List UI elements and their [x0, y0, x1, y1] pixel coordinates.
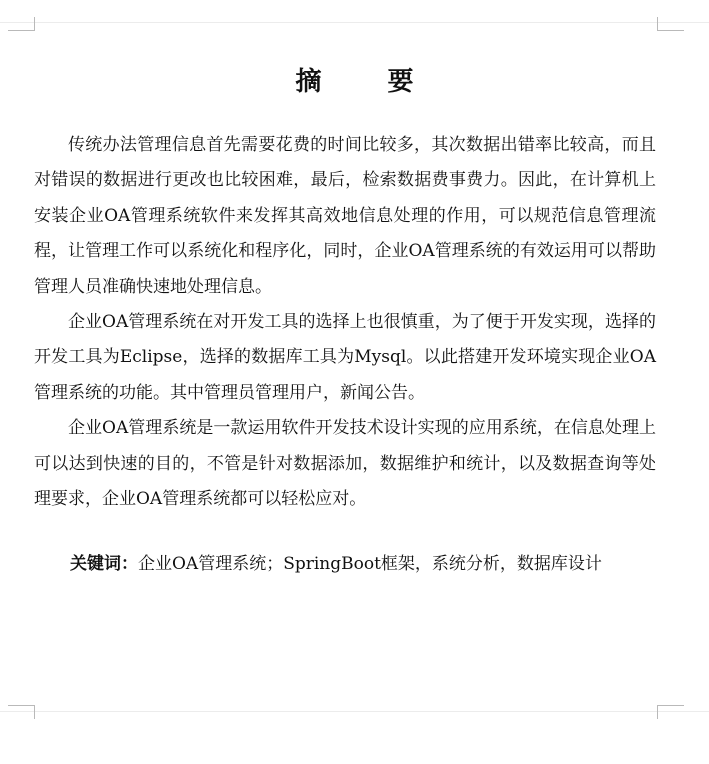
abstract-paragraph-1: 传统办法管理信息首先需要花费的时间比较多，其次数据出错率比较高，而且对错误的数据进行更改也比较困难，最后，检索数据费事费力。因此，在计算机上安装企业OA管理系统软件来发挥其高效地信息处理的作用，可以规范信息管理流程，让管理工作可以系统化和程序化，同时，企业OA管理系统的有效运用可以帮助管理人员准确快速地处理信息。: [34, 135, 656, 297]
keywords-text: 企业OA管理系统；SpringBoot框架，系统分析，数据库设计: [138, 554, 602, 574]
crop-mark-bottom-left: [8, 705, 35, 719]
abstract-paragraph-2: 企业OA管理系统在对开发工具的选择上也很慎重，为了便于开发实现，选择的开发工具为Eclipse，选择的数据库工具为Mysql。以此搭建开发环境实现企业OA管理系统的功能。其中管理员管理用户，新闻公告。: [34, 312, 656, 403]
header-rule: [0, 22, 709, 23]
keywords-line: [70, 548, 670, 580]
crop-mark-bottom-right: [657, 705, 684, 719]
abstract-paragraph-3: 企业OA管理系统是一款运用软件开发技术设计实现的应用系统，在信息处理上可以达到快速的目的，不管是针对数据添加，数据维护和统计，以及数据查询等处理要求，企业OA管理系统都可以轻松应对。: [34, 418, 656, 510]
crop-mark-top-right: [657, 17, 684, 31]
keywords-label: 关键词：: [70, 554, 138, 574]
crop-mark-top-left: [8, 17, 35, 31]
footer-rule: [0, 711, 709, 712]
abstract-title: 摘 要: [295, 67, 434, 97]
abstract-body: [34, 128, 656, 517]
